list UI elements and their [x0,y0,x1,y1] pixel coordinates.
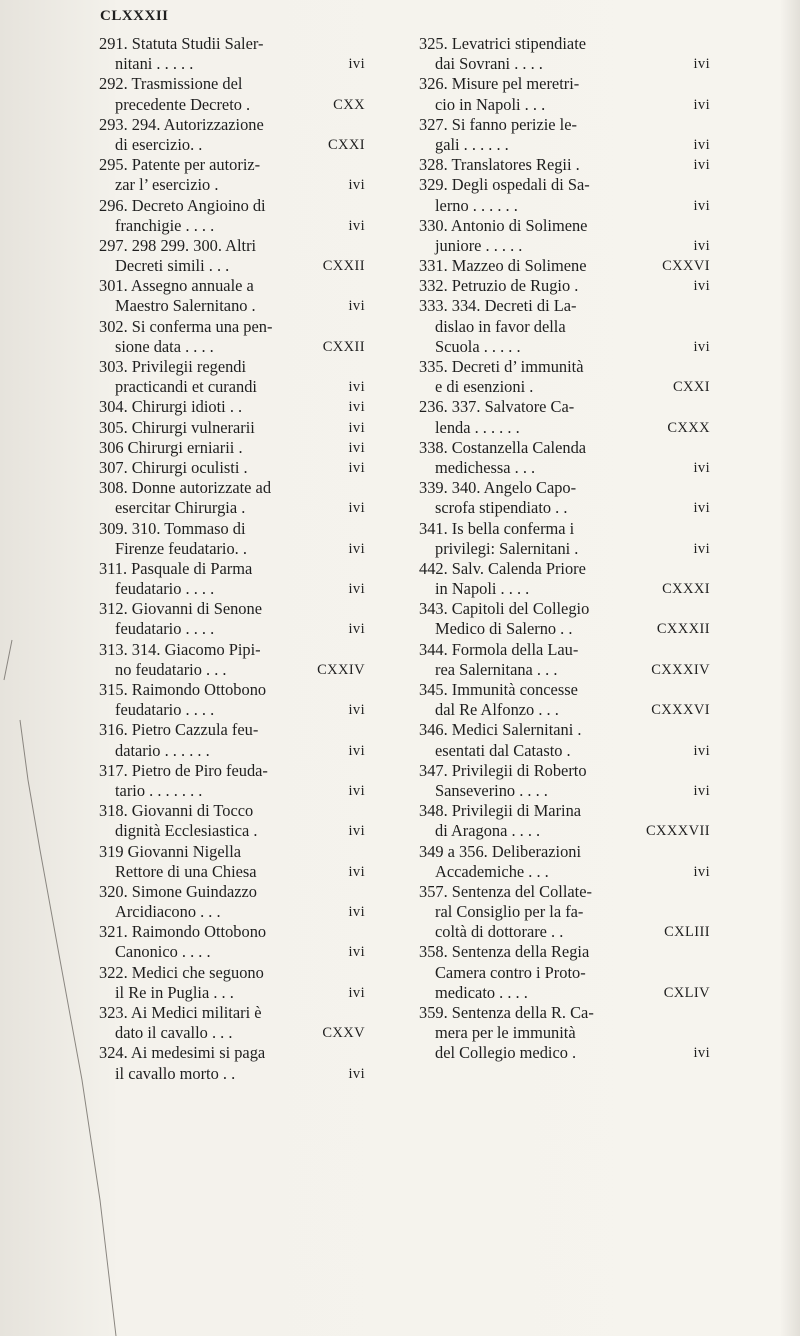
entry-text: dignità Ecclesiastica . [115,821,258,841]
index-column-left [99,34,365,1084]
entry-text: 346. Medici Salernitani . [419,720,582,740]
index-entry-line [419,740,710,761]
page-reference: ivi [693,742,710,759]
page-reference: ivi [348,439,365,456]
page-reference: ivi [693,459,710,476]
index-entry-line [419,457,710,478]
entry-text: Maestro Salernitano . [115,296,256,316]
entry-text: scrofa stipendiato . . [435,498,568,518]
page-reference: ivi [693,540,710,557]
entry-text: 331. Mazzeo di Solimene [419,256,587,276]
page-reference: CXXI [327,136,365,153]
entry-text: del Collegio medico . [435,1043,577,1063]
index-entry-line [419,1003,702,1023]
entry-text: e di esenzioni . [435,377,534,397]
page-reference: CXXXIV [651,661,710,678]
entry-text: 304. Chirurgi idioti . . [99,397,243,417]
entry-text: Arcidiacono . . . [115,902,221,922]
index-entry-line [99,842,359,862]
entry-text: 312. Giovanni di Senone [99,599,262,619]
entry-text: 348. Privilegii di Marina [419,801,582,821]
entry-text: gali . . . . . . [435,134,509,154]
entry-text: 315. Raimondo Ottobono [99,680,267,699]
index-entry-line [419,94,710,115]
folio-number: CLXXXII [100,8,169,24]
index-entry-line [99,296,365,316]
index-entry-line [99,115,359,135]
index-entry-line [99,74,359,94]
entry-text: juniore . . . . . [435,235,523,255]
entry-text: precedente Decreto . [115,94,251,114]
entry-text: 292. Trasmissione del [99,74,243,94]
index-entry-line [419,882,702,902]
index-entry-line [99,357,359,377]
entry-text: practicandi et curandi [115,377,257,397]
index-entry-line [419,519,702,539]
page-reference: ivi [348,863,365,880]
index-entry-line [99,659,365,680]
entry-text: franchigie . . . . [115,215,215,235]
index-entry-line [99,54,365,74]
entry-text: esercitar Chirurgia . [115,498,246,518]
entry-text: datario . . . . . . [115,740,210,760]
entry-text: coltà di dottorare . . [435,922,564,942]
entry-text: dislao in favor della [435,316,566,336]
entry-text: 330. Antonio di Solimene [419,215,588,235]
entry-text: Scuola . . . . . [435,336,521,356]
page-reference: ivi [348,581,365,598]
entry-text: 343. Capitoli del Collegio [419,599,590,619]
index-entry-line [99,801,359,821]
index-entry-line [419,842,702,862]
index-entry-line [99,276,359,296]
index-entry-line [99,317,359,337]
index-entry-line [99,942,365,962]
entry-text: feudatario . . . . [115,579,215,599]
page-reference: ivi [348,500,365,517]
index-entry-line [99,1063,365,1084]
entry-text: 308. Donne autorizzate ad [99,478,272,498]
index-entry-line [419,780,710,801]
entry-text: 358. Sentenza della Regia [419,942,590,962]
page-reference: CXXXII [656,621,710,638]
entry-text: dato il cavallo . . . [115,1023,233,1043]
entry-text: 293. 294. Autorizzazione [99,114,264,134]
index-entry-line [99,538,365,559]
page-reference: ivi [693,157,710,174]
entry-text: 359. Sentenza della R. Ca- [419,1003,594,1022]
index-entry-line [99,861,365,882]
index-entry-line [419,175,702,195]
entry-text: cio in Napoli . . . [435,94,546,114]
index-entry-line [419,700,710,720]
entry-text: 305. Chirurgi vulnerarii [99,417,255,437]
index-entry-line [419,256,710,276]
page-reference: ivi [348,904,365,921]
entry-text: Camera contro i Proto- [435,962,586,982]
entry-text: 313. 314. Giacomo Pipi- [99,639,261,659]
entry-text: 320. Simone Guindazzo [99,881,257,901]
index-entry-line [419,195,710,216]
entry-text: dal Re Alfonzo . . . [435,700,559,720]
entry-text: 236. 337. Salvatore Ca- [419,397,575,417]
index-entry-line [419,619,710,639]
index-entry-line [419,801,702,821]
entry-text: 309. 310. Tommaso di [99,518,246,538]
index-entry-line [419,54,710,74]
entry-text: 341. Is bella conferma i [419,518,575,538]
entry-text: 321. Raimondo Ottobono [99,922,267,942]
index-entry-line [419,599,702,619]
entry-text: 327. Si fanno perizie le- [419,114,577,134]
page-reference: ivi [693,500,710,517]
entry-text: 311. Pasquale di Parma [99,558,253,578]
entry-text: 296. Decreto Angioino di [99,195,266,215]
entry-text: 339. 340. Angelo Capo- [419,478,577,498]
entry-text: mera per le immunità [435,1023,576,1043]
entry-text: 317. Pietro de Piro feuda- [99,760,268,780]
entry-text: 332. Petruzio de Rugio . [419,276,579,296]
index-entry-line [99,761,359,781]
entry-text: esentati dal Catasto . [435,740,571,760]
page-reference: CXX [333,96,365,113]
page-reference: ivi [348,621,365,638]
index-entry-line [419,155,710,175]
entry-text: no feudatario . . . [115,659,227,679]
entry-text: 316. Pietro Cazzula feu- [99,720,259,740]
entry-text: 325. Levatrici stipendiate [419,34,587,53]
entry-text: Medico di Salerno . . [435,619,573,639]
entry-text: 347. Privilegii di Roberto [419,760,587,780]
index-entry-line [99,457,365,478]
index-entry-line [419,115,702,135]
index-entry-line [419,579,710,599]
page-reference: ivi [348,298,365,315]
index-entry-line [419,902,702,922]
index-entry-line [99,780,365,801]
page-reference: CXXIV [317,661,365,678]
index-entry-line [419,942,702,962]
entry-text: lenda . . . . . . [435,417,520,437]
entry-text: feudatario . . . . [115,700,215,720]
index-entry-line [99,1003,359,1023]
entry-text: Firenze feudatario. . [115,538,247,558]
page-reference: CXXXVI [651,702,710,719]
index-entry-line [99,336,365,357]
index-entry-line [99,922,359,942]
index-entry-line [99,175,365,195]
index-entry-line [99,700,365,720]
entry-text: 324. Ai medesimi si paga [99,1043,266,1063]
index-entry-line [99,720,359,740]
entry-text: rea Salernitana . . . [435,659,558,679]
index-entry-line [99,236,359,256]
index-entry-line [419,1043,710,1063]
entry-text: zar l’ esercizio . [115,175,219,195]
index-entry-line [99,982,365,1003]
index-entry-line [99,256,365,276]
index-entry-line [419,1023,702,1043]
page-reference: CXXVI [662,258,710,275]
entry-text: in Napoli . . . . [435,579,530,599]
entry-text: Rettore di una Chiesa [115,861,257,881]
page-reference: ivi [348,823,365,840]
index-entry-line [419,296,702,316]
index-entry-line [99,215,365,236]
entry-text: 322. Medici che seguono [99,962,264,982]
entry-text: 328. Translatores Regii . [419,155,580,175]
entry-text: di Aragona . . . . [435,821,541,841]
index-entry-line [419,478,702,498]
index-entry-line [99,377,365,397]
index-entry-line [419,417,710,438]
index-entry-line [419,438,702,458]
page-reference: CXXXVII [645,823,710,840]
entry-text: 326. Misure pel meretri- [419,74,580,94]
page-reference: CXXXI [662,581,710,598]
entry-text: lerno . . . . . . [435,195,518,215]
index-entry-line [99,821,365,841]
index-entry-line [99,498,365,518]
entry-text: 323. Ai Medici militari è [99,1003,262,1022]
index-entry-line [419,134,710,155]
index-entry-line [419,559,702,579]
index-entry-line [99,963,359,983]
entry-text: 442. Salv. Calenda Priore [419,558,586,578]
index-entry-line [419,922,710,942]
entry-text: tario . . . . . . . [115,780,203,800]
page-reference: CXXII [322,338,365,355]
index-entry-line [419,216,702,236]
page-reference: ivi [693,197,710,214]
index-entry-line [419,963,702,983]
index-entry-line [99,680,359,700]
page-reference: ivi [693,96,710,113]
page-reference: ivi [693,56,710,73]
page-reference: ivi [348,399,365,416]
page-reference: ivi [348,944,365,961]
entry-text: 338. Costanzella Calenda [419,437,587,457]
entry-text: il cavallo morto . . [115,1063,236,1083]
page-reference: CXXII [322,258,365,275]
index-entry-line [419,821,710,841]
entry-text: 319 Giovanni Nigella [99,841,242,861]
entry-text: feudatario . . . . [115,619,215,639]
entry-text: 349 a 356. Deliberazioni [419,841,582,861]
entry-text: 307. Chirurgi oculisti . [99,457,248,477]
entry-text: 344. Formola della Lau- [419,639,579,659]
entry-text: 291. Statuta Studii Saler- [99,34,264,53]
index-entry-line [99,196,359,216]
index-entry-line [99,579,365,599]
index-entry-line [419,538,710,559]
page-reference: ivi [348,984,365,1001]
index-entry-line [419,659,710,680]
index-entry-line [99,155,359,175]
entry-text: 345. Immunità concesse [419,680,578,699]
entry-text: il Re in Puglia . . . [115,982,234,1002]
entry-text: 306 Chirurgi erniarii . [99,437,243,457]
entry-text: Decreti simili . . . [115,256,230,276]
entry-text: 333. 334. Decreti di La- [419,296,577,316]
index-entry-line [99,740,365,761]
page-reference: ivi [693,278,710,295]
index-entry-line [419,680,702,700]
page-reference: ivi [693,1045,710,1062]
page-reference: ivi [348,702,365,719]
entry-text: dai Sovrani . . . . [435,54,543,74]
page-reference: ivi [693,863,710,880]
page-reference: ivi [693,237,710,254]
entry-text: Sanseverino . . . . [435,780,548,800]
entry-text: privilegi: Salernitani . [435,538,579,558]
index-entry-line [99,94,365,115]
entry-text: 335. Decreti d’ immunità [419,357,584,376]
index-entry-line [419,498,710,518]
index-entry-line [419,357,702,377]
page-reference: ivi [693,136,710,153]
entry-text: 318. Giovanni di Tocco [99,801,254,821]
index-entry-line [99,640,359,660]
index-entry-line [99,519,359,539]
index-entry-line [419,720,702,740]
index-entry-line [99,1023,365,1043]
index-entry-line [419,276,710,296]
index-column-right [419,34,710,1064]
page-reference: ivi [348,540,365,557]
page-reference: ivi [348,1065,365,1082]
index-entry-line [99,397,365,417]
entry-text: 357. Sentenza del Collate- [419,881,592,901]
index-entry-line [99,437,365,458]
index-entry-line [99,599,359,619]
index-entry-line [99,34,359,54]
page-reference: ivi [348,177,365,194]
entry-text: ral Consiglio per la fa- [435,902,584,922]
index-entry-line [419,761,702,781]
index-entry-line [99,619,365,639]
index-entry-line [419,982,710,1003]
index-entry-line [99,478,359,498]
entry-text: 295. Patente per autoriz- [99,155,261,175]
entry-text: sione data . . . . [115,336,214,356]
index-entry-line [419,336,710,357]
index-entry-line [99,902,365,922]
entry-text: 303. Privilegii regendi [99,357,247,376]
entry-text: 302. Si conferma una pen- [99,316,273,336]
index-entry-line [419,397,702,417]
page-reference: CXXV [322,1025,365,1042]
entry-text: medicato . . . . [435,982,528,1002]
index-entry-line [419,235,710,256]
entry-text: 301. Assegno annuale a [99,276,254,296]
index-entry-line [419,861,710,882]
page-reference: CXXX [667,419,710,436]
page-reference: ivi [348,782,365,799]
page-reference: CXLIII [664,924,710,941]
entry-text: di esercizio. . [115,134,203,154]
page-reference: ivi [348,217,365,234]
page-reference: ivi [693,338,710,355]
entry-text: nitani . . . . . [115,54,194,74]
index-entry-line [419,74,702,94]
page-reference: ivi [348,459,365,476]
page-reference: ivi [348,419,365,436]
page-reference: CXLIV [663,984,710,1001]
entry-text: Accademiche . . . [435,861,549,881]
index-entry-line [99,559,359,579]
entry-text: 329. Degli ospedali di Sa- [419,175,590,195]
entry-text: Canonico . . . . [115,942,211,962]
index-entry-line [419,34,702,54]
index-entry-line [99,882,359,902]
entry-text: 297. 298 299. 300. Altri [99,235,257,255]
page-reference: CXXI [672,379,710,396]
index-entry-line [99,1043,359,1063]
index-entry-line [99,417,365,438]
index-entry-line [419,317,702,337]
index-entry-line [419,377,710,397]
page-reference: ivi [348,56,365,73]
entry-text: medichessa . . . [435,457,536,477]
index-entry-line [99,134,365,155]
page-reference: ivi [348,742,365,759]
page-reference: ivi [693,782,710,799]
page-reference: ivi [348,379,365,396]
index-entry-line [419,640,702,660]
